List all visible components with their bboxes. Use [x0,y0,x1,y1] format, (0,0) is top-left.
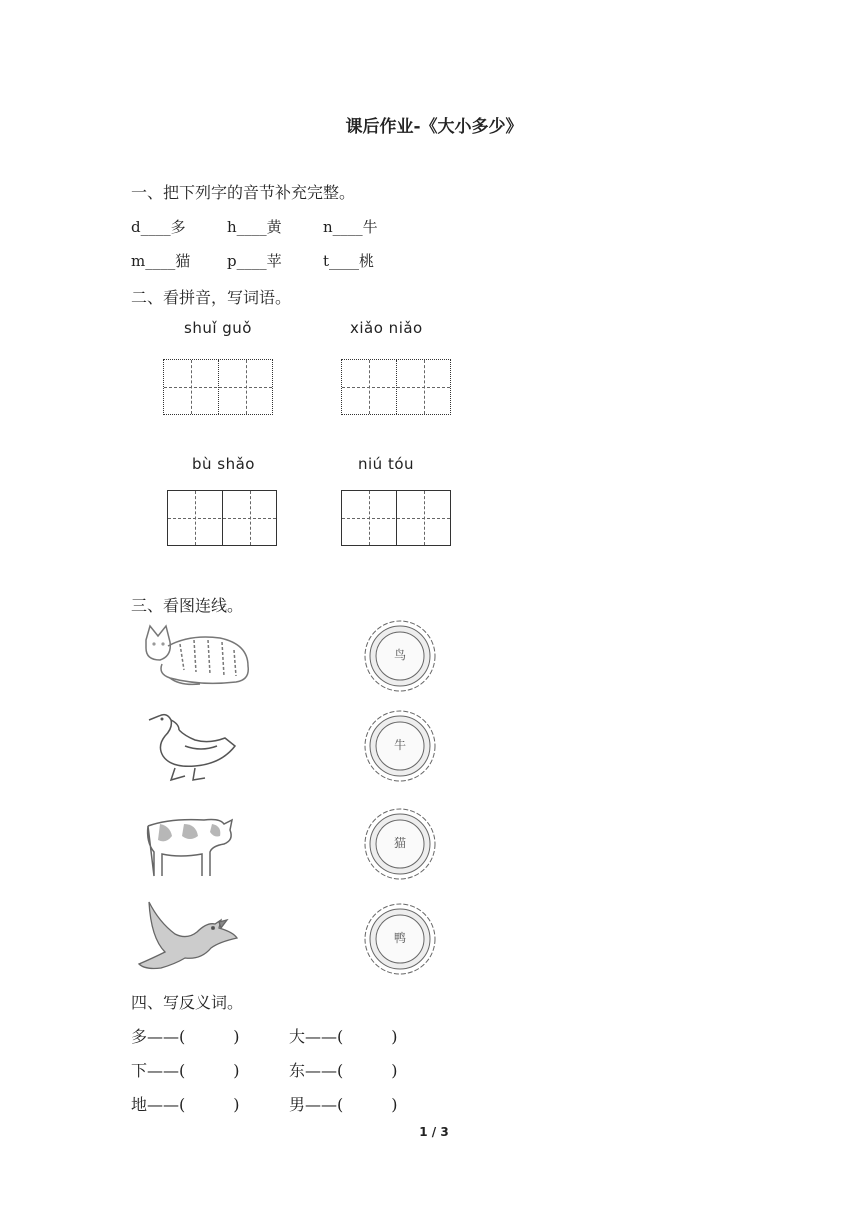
section4-heading: 四、写反义词。 [131,993,244,1012]
syllable-item: p____苹 [227,252,282,270]
section1-heading: 一、把下列字的音节补充完整。 [131,183,356,202]
antonym-item[interactable]: 下——( ) [131,1061,240,1080]
antonym-item[interactable]: 男——( ) [289,1095,398,1114]
pinyin-label: bù shǎo [192,455,255,473]
writing-grid[interactable] [167,490,277,546]
cow-icon[interactable] [140,812,240,884]
pinyin-label: shuǐ guǒ [184,319,252,337]
syllable-item: n____牛 [323,218,378,236]
writing-grid[interactable] [163,359,273,415]
flower-label: 鸭 [393,931,406,945]
syllable-item: d____多 [131,218,186,236]
pinyin-label: xiǎo niǎo [350,319,423,337]
antonym-item[interactable]: 大——( ) [289,1027,398,1046]
cat-icon[interactable] [140,620,255,690]
antonym-item[interactable]: 多——( ) [131,1027,240,1046]
writing-grid[interactable] [341,359,451,415]
antonym-item[interactable]: 地——( ) [131,1095,240,1114]
page-number: 1 / 3 [419,1125,449,1139]
writing-grid[interactable] [341,490,451,546]
section2-heading: 二、看拼音，写词语。 [131,288,292,307]
page-title: 课后作业-《大小多少》 [345,117,523,137]
flower-label: 鸟 [393,648,406,662]
antonym-item[interactable]: 东——( ) [289,1061,398,1080]
flower-label: 猫 [393,836,406,850]
flower-label: 牛 [393,738,406,752]
syllable-item: t____桃 [323,252,375,270]
syllable-item: h____黄 [227,218,282,236]
duck-icon[interactable] [145,706,240,786]
syllable-item: m____猫 [131,252,191,270]
bird-icon[interactable] [135,898,240,976]
section3-heading: 三、看图连线。 [131,596,244,615]
pinyin-label: niú tóu [358,455,415,473]
